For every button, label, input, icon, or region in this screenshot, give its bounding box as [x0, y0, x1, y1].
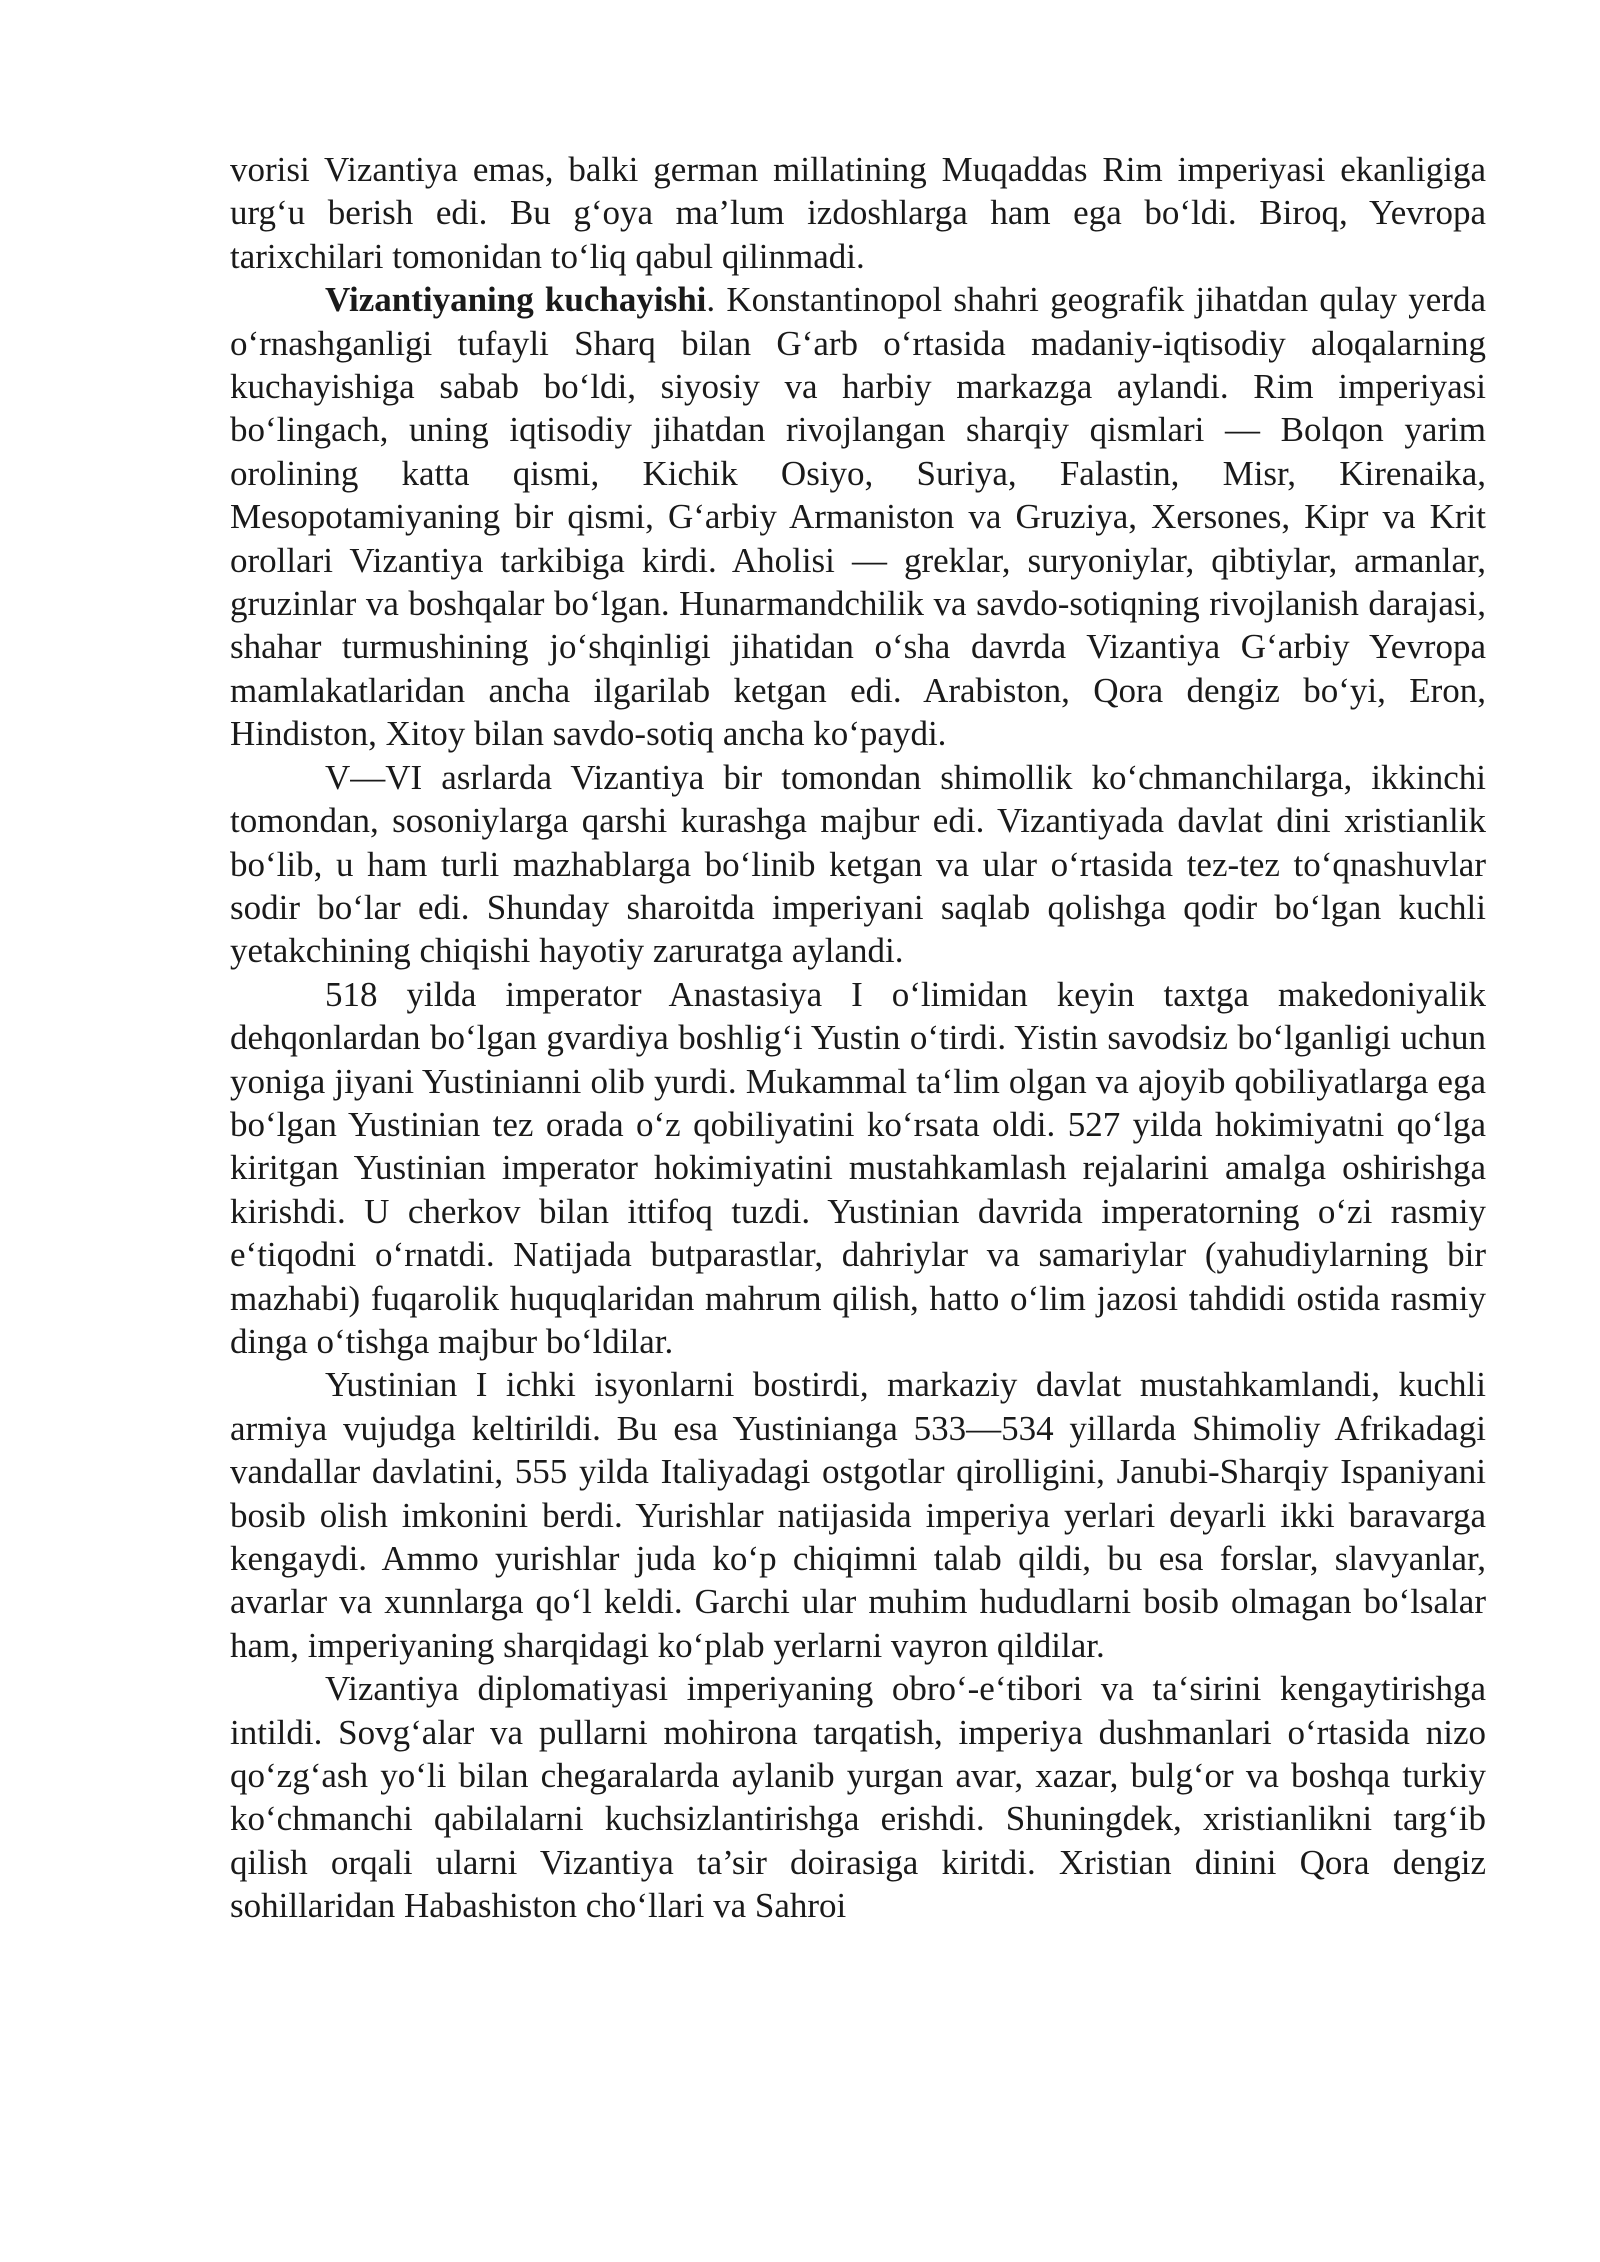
paragraph-body: . Konstantinopol shahri geografik jihatdan qulay yerda o‘rnashganligi tufayli Sharq bilan G‘arb o‘rtasida madaniy-iqtisodiy aloqalarning kuchayishiga sabab bo‘ldi, siyosiy va harbiy markazga aylandi. Rim imperiyasi bo‘lingach, uning iqtisodiy jihatdan rivojlangan sharqiy qismlari — Bolqon yarim orolining katta qismi, Kichik Osiyo, Suriya, Falastin, Misr, Kirenaika, Mesopotamiyaning bir qismi, G‘arbiy Armaniston va Gruziya, Xersones, Kipr va Krit orollari Vizantiya tarkibiga kirdi. Aholisi — greklar, suryoniylar, qibtiylar, armanlar, gruzinlar va boshqalar bo‘lgan. Hunarmandchilik va savdo-sotiqning rivojlanish darajasi, shahar turmushining jo‘shqinligi jihatidan o‘sha davrda Vizantiya G‘arbiy Yevropa mamlakatlaridan ancha ilgarilab ketgan edi. Arabiston, Qora dengiz bo‘yi, Eron, Hindiston, Xitoy bilan savdo-sotiq ancha ko‘paydi. [230, 280, 1486, 754]
paragraph-justinian-conquests: Yustinian I ichki isyonlarni bostirdi, markaziy davlat mustahkamlandi, kuchli armiya vujudga keltirildi. Bu esa Yustinianga 533—534 yillarda Shimoliy Afrikadagi vandallar davlatini, 555 yilda Italiyadagi ostgotlar qirolligini, Janubi-Sharqiy Ispaniyani bosib olish imkonini berdi. Yurishlar natijasida imperiya yerlari deyarli ikki baravarga kengaydi. Ammo yurishlar juda ko‘p chiqimni talab qildi, bu esa forslar, slavyanlar, avarlar va xunnlarga qo‘l keldi. Garchi ular muhim hududlarni bosib olmagan bo‘lsalar ham, imperiyaning sharqidagi ko‘plab yerlarni vayron qildilar. [230, 1365, 1486, 1665]
paragraph-v-vi-centuries: V—VI asrlarda Vizantiya bir tomondan shimollik ko‘chmanchilarga, ikkinchi tomondan, sosoniylarga qarshi kurashga majbur edi. Vizantiyada davlat dini xristianlik bo‘lib, u ham turli mazhablarga bo‘linib ketgan va ular o‘rtasida tez-tez to‘qnashuvlar sodir bo‘lar edi. Shunday sharoitda imperiyani saqlab qolishga qodir bo‘lgan kuchli yetakchining chiqishi hayotiy zaruratga aylandi. [230, 757, 1486, 971]
paragraph-justinian-rise: 518 yilda imperator Anastasiya I o‘limidan keyin taxtga makedoniyalik dehqonlardan bo‘lgan gvardiya boshlig‘i Yustin o‘tirdi. Yistin savodsiz bo‘lganligi uchun yoniga jiyani Yustinianni olib yurdi. Mukammal ta‘lim olgan va ajoyib qobiliyatlarga ega bo‘lgan Yustinian tez orada o‘z qobiliyatini ko‘rsata oldi. 527 yilda hokimiyatni qo‘lga kiritgan Yustinian imperator hokimiyatini mustahkamlash rejalarini amalga oshirishga kirishdi. U cherkov bilan ittifoq tuzdi. Yustinian davrida imperatorning o‘zi rasmiy e‘tiqodni o‘rnatdi. Natijada butparastlar, dahriylar va samariylar (yahudiylarning bir mazhabi) fuqarolik huquqlaridan mahrum qilish, hatto o‘lim jazosi tahdidi ostida rasmiy dinga o‘tishga majbur bo‘ldilar. [230, 974, 1486, 1361]
section-heading-inline: Vizantiyaning kuchayishi [325, 280, 707, 320]
paragraph-continuation: vorisi Vizantiya emas, balki german millatining Muqaddas Rim imperiyasi ekanligiga urg‘u berish edi. Bu g‘oya ma’lum izdoshlarga ham ega bo‘ldi. Biroq, Yevropa tarixchilari tomonidan to‘liq qabul qilinmadi. [230, 150, 1486, 276]
paragraph-byzantine-diplomacy: Vizantiya diplomatiyasi imperiyaning obro‘-e‘tibori va ta‘sirini kengaytirishga intildi. Sovg‘alar va pullarni mohirona tarqatish, imperiya dushmanlari o‘rtasida nizo qo‘zg‘ash yo‘li bilan chegaralarda aylanib yurgan avar, xazar, bulg‘or va boshqa turkiy ko‘chmanchi qabilalarni kuchsizlantirishga erishdi. Shuningdek, xristianlikni targ‘ib qilish orqali ularni Vizantiya ta’sir doirasiga kiritdi. Xristian dinini Qora dengiz sohillaridan Habashiston cho‘llari va Sahroi [230, 1669, 1486, 1926]
paragraph-byzantium-rise [230, 278, 1486, 755]
document-page [230, 148, 1486, 1928]
